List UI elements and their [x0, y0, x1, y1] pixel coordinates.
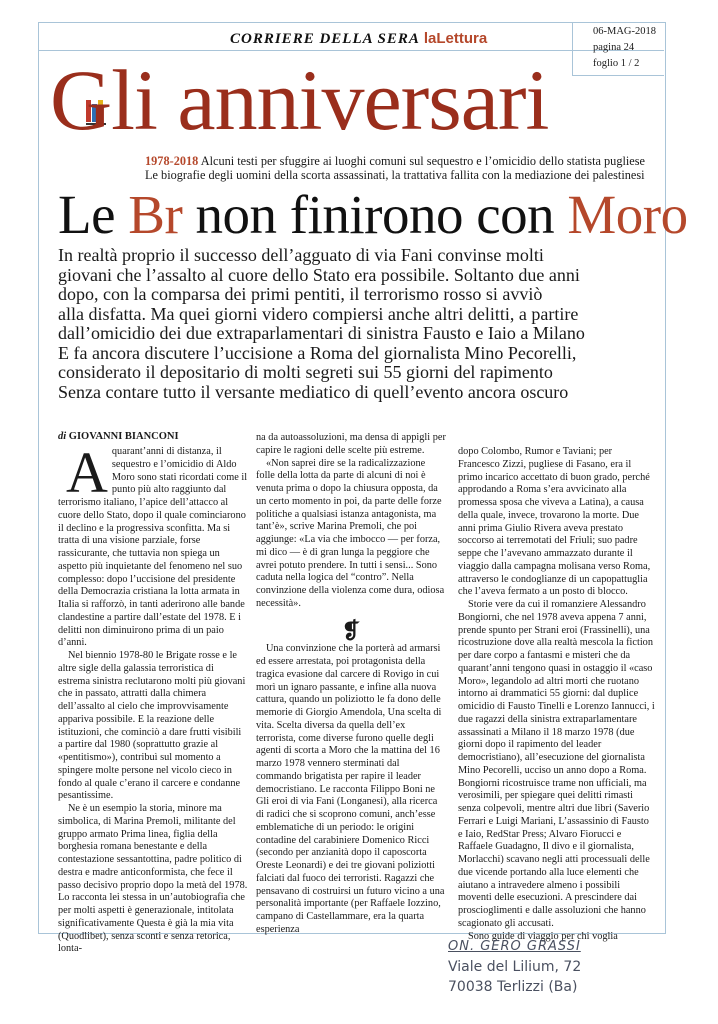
article-paragraph: dopo Colombo, Rumor e Taviani; per Francesco Zizzi, pugliese di Fasano, era il primo incarico accettato di buon grado, perché approdando a Roma s’era avvicinato alla promessa sposa che viveva a Latina), a causa della quale, invece, trovarono la morte. Due anni prima Giulio Rivera aveva prestato soccorso ai terremotati del Friuli; suo padre seppe che l’avevano ammazzato durante il viaggio dalla campagna molisana verso Roma, attraverso le condoglianze di un capopattuglia che l’aveva fermato a un posto di blocco.: [458, 446, 651, 598]
article-column-1: [58, 440, 248, 956]
headline-red-2: Moro: [567, 184, 688, 245]
publication-name: CORRIERE DELLA SERA: [230, 31, 420, 47]
clipping-date: 06-MAG-2018: [593, 26, 656, 37]
article-paragraph: Una convinzione che la porterà ad armarsi ed essere arrestata, poi protagonista della tragica evasione dal carcere di Rovigo in cui morì un ignaro passante, e infine alla nuova cattura, quando un poliziotto le fa dono delle memorie di Giorgio Amendola, Una scelta di vita. Scelta diversa da quella dell’ex terrorista, come diverse furono quelle degli agenti di scorta a Moro che la mattina del 16 marzo 1978 vennero sterminati dal commando brigatista per rapire il leader democristiano. Le racconta Filippo Boni ne Gli eroi di via Fani (Longanesi), alla ricerca di radici che si scoprono comuni, anch’esse emblematiche di un periodo: le origini contadine del carabiniere Domenico Ricci (secondo per anzianità dopo il caposcorta Oreste Leonardi) e dei tre giovani poliziotti falciati dal fuoco dei terroristi. Ragazzi che pensavano di costruirsi un futuro vicino a una personalità importante (per Raffaele Iozzino, campano di Castellammare, era la quarta esperienza: [256, 643, 445, 935]
headline: [58, 183, 688, 247]
article-paragraph: [58, 440, 248, 650]
stamp-city: 70038 Terlizzi (Ba): [448, 979, 578, 995]
deck-line: E fa ancora discutere l’uccisione a Roma del giornalista Mino Pecorelli,: [58, 342, 577, 363]
byline-prefix: di: [58, 431, 67, 442]
address-stamp: [448, 937, 581, 997]
deck-line: dall’omicidio dei due extraparlamentari di sinistra Fausto e Iaio a Milano: [58, 323, 585, 343]
page-title: Gli anniversari: [50, 52, 549, 148]
deck-line: considerato il depositario di molti segreti sui 55 giorni del rapimento: [58, 362, 553, 382]
article-paragraph: na da autoassoluzioni, ma densa di appigli per capire le ragioni delle scelte più estreme.: [256, 432, 446, 456]
article-paragraph: «Non saprei dire se la radicalizzazione folle della lotta da parte di alcuni di noi è venuta prima o dopo la chiusura opposta, da un certo momento in poi, da parte delle forze politiche a qualsiasi istanza antagonista, ma tant’è», scrive Marina Premoli, che poi aggiunge: «La via che imbocco — per forza, mi dico — è di gran lunga la peggiore che avrei potuto prendere. In tutti i sensi... Sono caduta nella logica del “contro”. Nella convinzione della violenza come dura, odiosa necessità».: [256, 457, 445, 609]
drop-cap: A: [66, 440, 108, 505]
kicker-years: 1978-2018: [145, 154, 199, 168]
headline-part-2: non finirono con: [182, 184, 568, 245]
headline-red-1: Br: [128, 184, 183, 245]
article-paragraph: Ne è un esempio la storia, minore ma simbolica, di Marina Premoli, militante del gruppo armato Prima linea, figlia della borghesia romana benestante e della contestazione sessantottina, padre politico di destra e madre anticonformista, che fece il passo decisivo proprio dopo la metà del 1978. Lo racconta lei stessa in un’autobiografia che per molti aspetti è generazionale, intitolata significativamente Questa è già la mia vita (Quodlibet), senza sconti e senza retorica, lonta-: [58, 803, 248, 955]
deck-line: giovani che l’assalto al cuore dello Stato era possibile. Soltanto due anni: [58, 264, 580, 285]
article-paragraph: Sono guide di viaggio per chi voglia: [468, 930, 618, 942]
deck-line: alla disfatta. Ma quei giorni videro compiersi anche altri delitti, a partire: [58, 303, 579, 324]
stamp-name: ON. GERO GRASSI: [448, 939, 581, 954]
section-name: laLettura: [423, 30, 488, 47]
section-separator-icon: ❡: [341, 617, 361, 643]
kicker-line-1: Alcuni testi per sfuggire ai luoghi comuni sul sequestro e l’omicidio dello statista pugliese: [200, 154, 646, 168]
deck-line: In realtà proprio il successo dell’agguato di via Fani convinse molti: [58, 245, 544, 265]
byline-author: GIOVANNI BIANCONI: [68, 431, 179, 442]
article-column-2: [256, 432, 446, 937]
clipping-meta: [572, 22, 664, 76]
publication-header: [230, 30, 487, 48]
clipping-sheet: foglio 1 / 2: [593, 58, 640, 69]
article-column-3: [458, 446, 656, 943]
deck-line: Senza contare tutto il versante mediatico di quell’evento ancora oscuro: [58, 381, 569, 402]
deck-line: dopo, con la comparsa dei primi pentiti, il terrorismo rosso si avviò: [58, 284, 543, 304]
article-paragraph: Nel biennio 1978-80 le Brigate rosse e le altre sigle della galassia terroristica di estrema sinistra reclutarono molti più giovani che in passato, attratti dalla chimera dell’assalto al cielo che improvvisamente appariva possibile. E la reazione delle istituzioni, che cominciò a dare frutti visibili a partire dal 1980 (soprattutto grazie al «pentitismo»), contribuì sul momento a spingere molte persone nel vicolo cieco in fondo al quale c’erano il carcere e condanne pesantissime.: [58, 650, 246, 802]
paragraph-text: quarant’anni di distanza, il sequestro e l’omicidio di Aldo Moro sono stati ricordati come il punto più alto raggiunto dal terrorismo italiano, l’apice dell’attacco al cuore dello Stato, dopo il quale cominciarono il declino e la progressiva sconfitta. Ma si tratta di una visione parziale, forse rassicurante, che tuttavia non spiega un aspetto più inquietante del fenomeno nel suo complesso: dopo l’uccisione del presidente della Democrazia cristiana la lotta armata in Italia si rafforzò, in tanti aderirono alle bande clandestine a partire dall’estate del 1978. E i delitti non diminuirono prima di un paio d’anni.: [58, 446, 248, 649]
deck: [58, 246, 658, 402]
header-rule: [38, 50, 664, 51]
stamp-street: Viale del Lilium, 72: [448, 959, 582, 975]
headline-part-1: Le: [58, 184, 129, 245]
article-paragraph: Storie vere da cui il romanziere Alessandro Bongiorni, che nel 1978 aveva appena 7 anni, prende spunto per Strani eroi (Frassinelli), una ricostruzione dove alla realtà mescola la fiction per dare corpo a fantasmi e misteri che da quarant’anni tengono quasi in ostaggio il «caso Moro», legandolo ad altri morti che ruotano intorno ai drammatici 55 giorni: dal duplice omicidio di Fausto Tinelli e Lorenzo Iannucci, i due ragazzi della sinistra extraparlamentare assassinati a Milano il 18 marzo 1978 (due giorni dopo il rapimento del leader democristiano), all’esecuzione del giornalista Mino Pecorelli, ucciso un anno dopo a Roma. Bongiorni ricostruisce trame non ufficiali, ma verosimili, per spiegare quei delitti rimasti senza colpevoli, mentre altri due libri (Saverio Ferrari e Luigi Mariani, L’assassinio di Fausto e Iaio, RedStar Press; Alvaro Fiorucci e Raffaele Guadagno, Il divo e il giornalista, Morlacchi) scavano negli atti processuali delle due vicende portando alla luce elementi che aiutano a intravedere almeno i possibili moventi delle esecuzioni. A prescindere dai proscioglimenti e dalle assoluzioni che hanno scagionato gli accusati.: [458, 599, 655, 929]
kicker: [145, 154, 655, 182]
clipping-page: pagina 24: [593, 42, 635, 53]
kicker-line-2: Le biografie degli uomini della scorta assassinati, la trattativa fallita con la mediazione dei palestinesi: [145, 168, 645, 182]
